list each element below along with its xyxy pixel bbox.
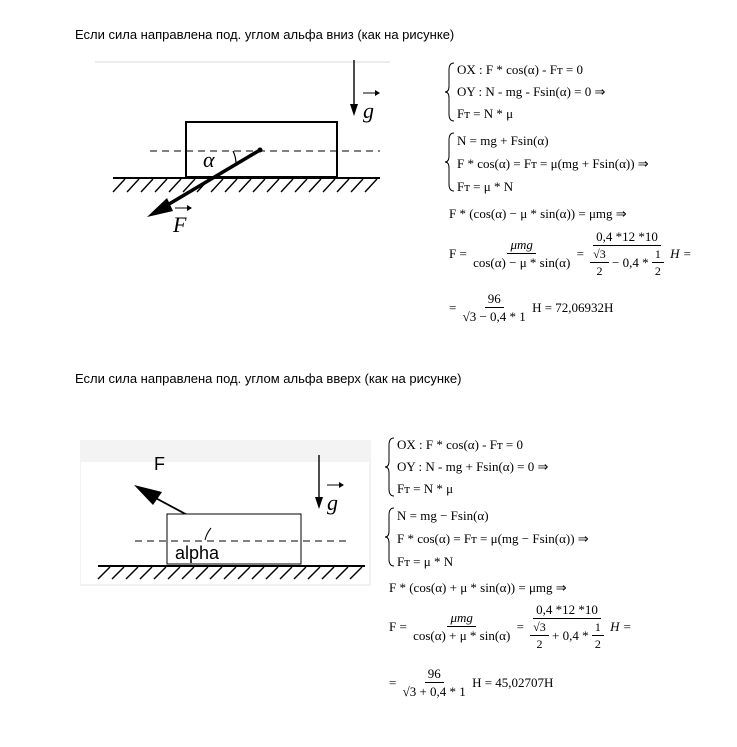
s2-sys1-line2: OY : N - mg + Fsin(α) = 0 ⇒ xyxy=(397,459,549,474)
s1-sys1-line3: Fт = N * μ xyxy=(457,106,514,121)
s2-sys2-line1: N = mg − Fsin(α) xyxy=(397,508,489,523)
s1-sys1-line1: OX : F * cos(α) - Fт = 0 xyxy=(457,62,583,77)
s1-eq1: F * (cos(α) − μ * sin(α)) = μmg ⇒ xyxy=(449,206,627,221)
section1-heading: Если сила направлена под. углом альфа вниз (как на рисунке) xyxy=(75,27,455,42)
section1-math xyxy=(445,60,735,335)
alpha-label: α xyxy=(203,147,215,172)
s1-sys2-line1: N = mg + Fsin(α) xyxy=(457,133,549,148)
s1-eq2: F = $\frac{\text{μmg}}{\cos(\alpha) - \mu * \sin(\alpha)}$ = 0,4 *12 *10 $\frac{√3}{2}$ − 0,4 * $\frac{1}{2}$ H = xyxy=(449,229,692,278)
force-label: F xyxy=(154,454,165,474)
g-label: g xyxy=(363,98,374,123)
s2-sys2-line2: F * cos(α) = Fт = μ(mg − Fsin(α)) ⇒ xyxy=(397,531,589,546)
alpha-label: alpha xyxy=(175,543,220,563)
section2-math xyxy=(385,435,735,710)
s2-sys2-line3: Fт = μ * N xyxy=(397,554,454,569)
s2-eq1: F * (cos(α) + μ * sin(α)) = μmg ⇒ xyxy=(389,580,567,595)
s2-eq2: F = $\frac{\text{μmg}}{\cos(\alpha) + \mu * \sin(\alpha)}$ = 0,4 *12 *10 $\frac{√3}{2}$ + 0,4 * $\frac{1}{2}$ H = xyxy=(389,602,632,651)
ground-hatching xyxy=(113,179,377,192)
s2-eq3: = $\frac{96}{√3 + 0,4 * 1}$ H = 45,02707H xyxy=(389,666,554,699)
section2-figure xyxy=(80,440,380,590)
s1-eq3: = $\frac{96}{√3 - 0,4 * 1}$ H = 72,06932H xyxy=(449,291,614,324)
section1-figure xyxy=(95,60,395,240)
s2-sys1-line3: Fт = N * μ xyxy=(397,481,454,496)
g-label: g xyxy=(327,490,338,515)
s1-sys2-line2: F * cos(α) = Fт = μ(mg + Fsin(α)) ⇒ xyxy=(457,156,649,171)
force-label: F xyxy=(173,212,187,237)
section2-heading: Если сила направлена под. углом альфа вверх (как на рисунке) xyxy=(75,371,462,386)
s1-sys2-line3: Fт = μ * N xyxy=(457,179,514,194)
s1-sys1-line2: OY : N - mg - Fsin(α) = 0 ⇒ xyxy=(457,84,606,99)
s2-sys1-line1: OX : F * cos(α) - Fт = 0 xyxy=(397,437,523,452)
